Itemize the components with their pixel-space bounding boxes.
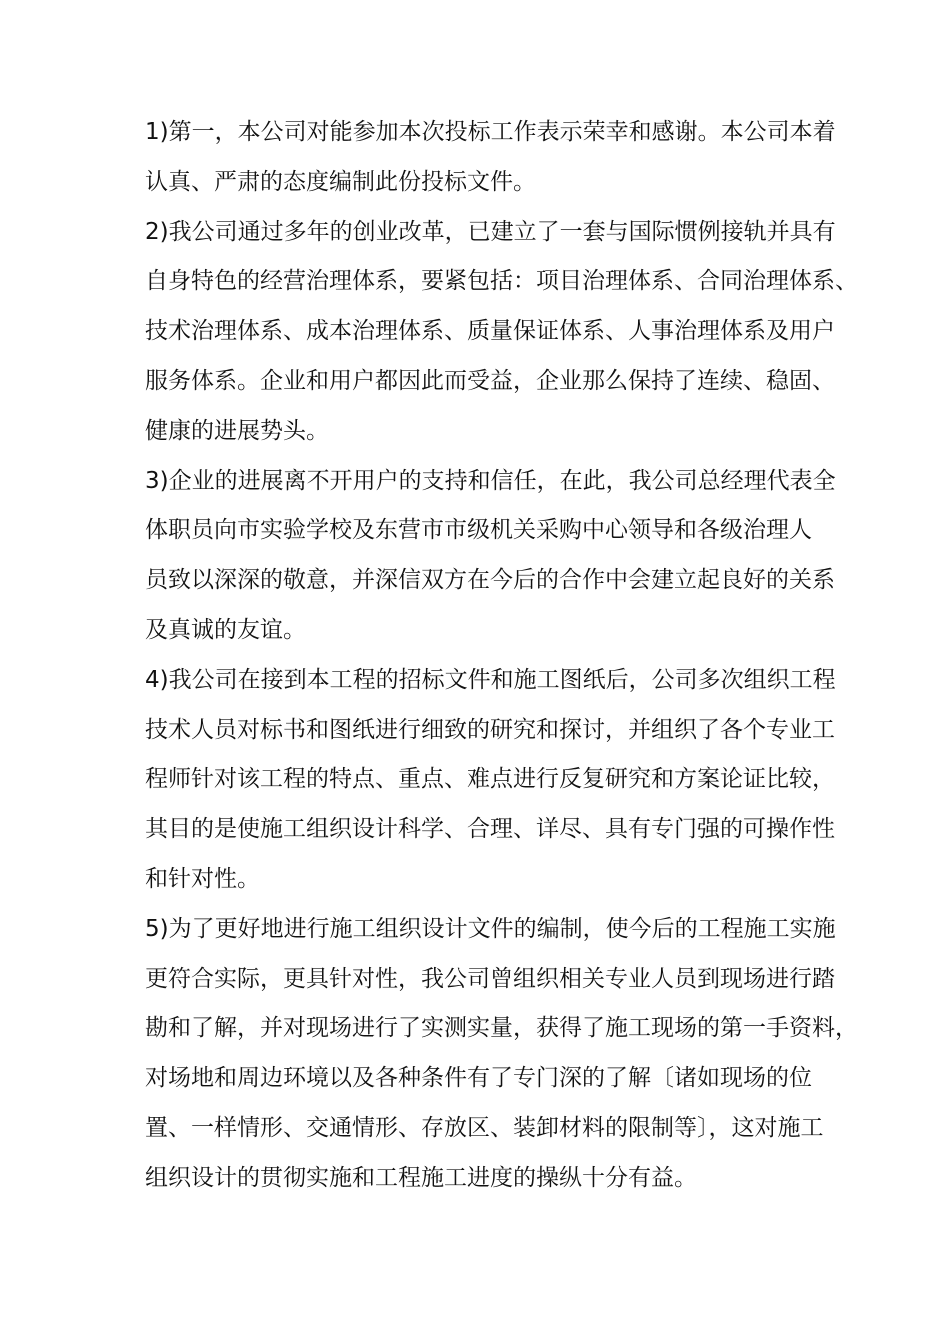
paragraph-line: 其目的是使施工组织设计科学、合理、详尽、具有专门强的可操作性 [145,816,835,843]
paragraph-4 [145,656,836,905]
paragraph-line: 更符合实际，更具针对性，我公司曾组织相关专业人员到现场进行踏 [145,965,835,992]
paragraph-line: 勘和了解，并对现场进行了实测实量，获得了施工现场的第一手资料， [145,1015,858,1042]
paragraph-line: 技术治理体系、成本治理体系、质量保证体系、人事治理体系及用户 [145,318,835,345]
paragraph-line: 员致以深深的敬意，并深信双方在今后的合作中会建立起良好的关系 [145,567,835,594]
paragraph-line: 3)企业的进展离不开用户的支持和信任，在此，我公司总经理代表全 [145,467,836,494]
paragraph-line: 和针对性。 [145,865,260,892]
paragraph-line: 健康的进展势头。 [145,417,329,444]
paragraph-5 [145,905,858,1204]
paragraph-line: 5)为了更好地进行施工组织设计文件的编制，使今后的工程施工实施 [145,915,836,942]
paragraph-1 [145,108,836,208]
paragraph-line: 及真诚的友谊。 [145,616,306,643]
document-body [145,108,858,1204]
paragraph-3 [145,457,836,656]
paragraph-line: 自身特色的经营治理体系，要紧包括：项目治理体系、合同治理体系、 [145,268,858,295]
paragraph-line: 置、一样情形、交通情形、存放区、装卸材料的限制等〕，这对施工 [145,1114,824,1141]
paragraph-line: 服务体系。企业和用户都因此而受益，企业那么保持了连续、稳固、 [145,367,835,394]
paragraph-line: 1)第一，本公司对能参加本次投标工作表示荣幸和感谢。本公司本着 [145,119,836,145]
paragraph-line: 技术人员对标书和图纸进行细致的研究和探讨，并组织了各个专业工 [145,716,835,743]
paragraph-line: 对场地和周边环境以及各种条件有了专门深的了解〔诸如现场的位 [145,1065,812,1092]
paragraph-line: 体职员向市实验学校及东营市市级机关采购中心领导和各级治理人 [145,517,812,544]
paragraph-line: 程师针对该工程的特点、重点、难点进行反复研究和方案论证比较， [145,766,835,793]
paragraph-line: 组织设计的贯彻实施和工程施工进度的操纵十分有益。 [145,1164,697,1191]
paragraph-line: 2)我公司通过多年的创业改革，已建立了一套与国际惯例接轨并具有 [145,218,836,245]
paragraph-line: 4)我公司在接到本工程的招标文件和施工图纸后，公司多次组织工程 [145,666,836,693]
paragraph-line: 认真、严肃的态度编制此份投标文件。 [145,168,536,195]
paragraph-2 [145,208,858,457]
